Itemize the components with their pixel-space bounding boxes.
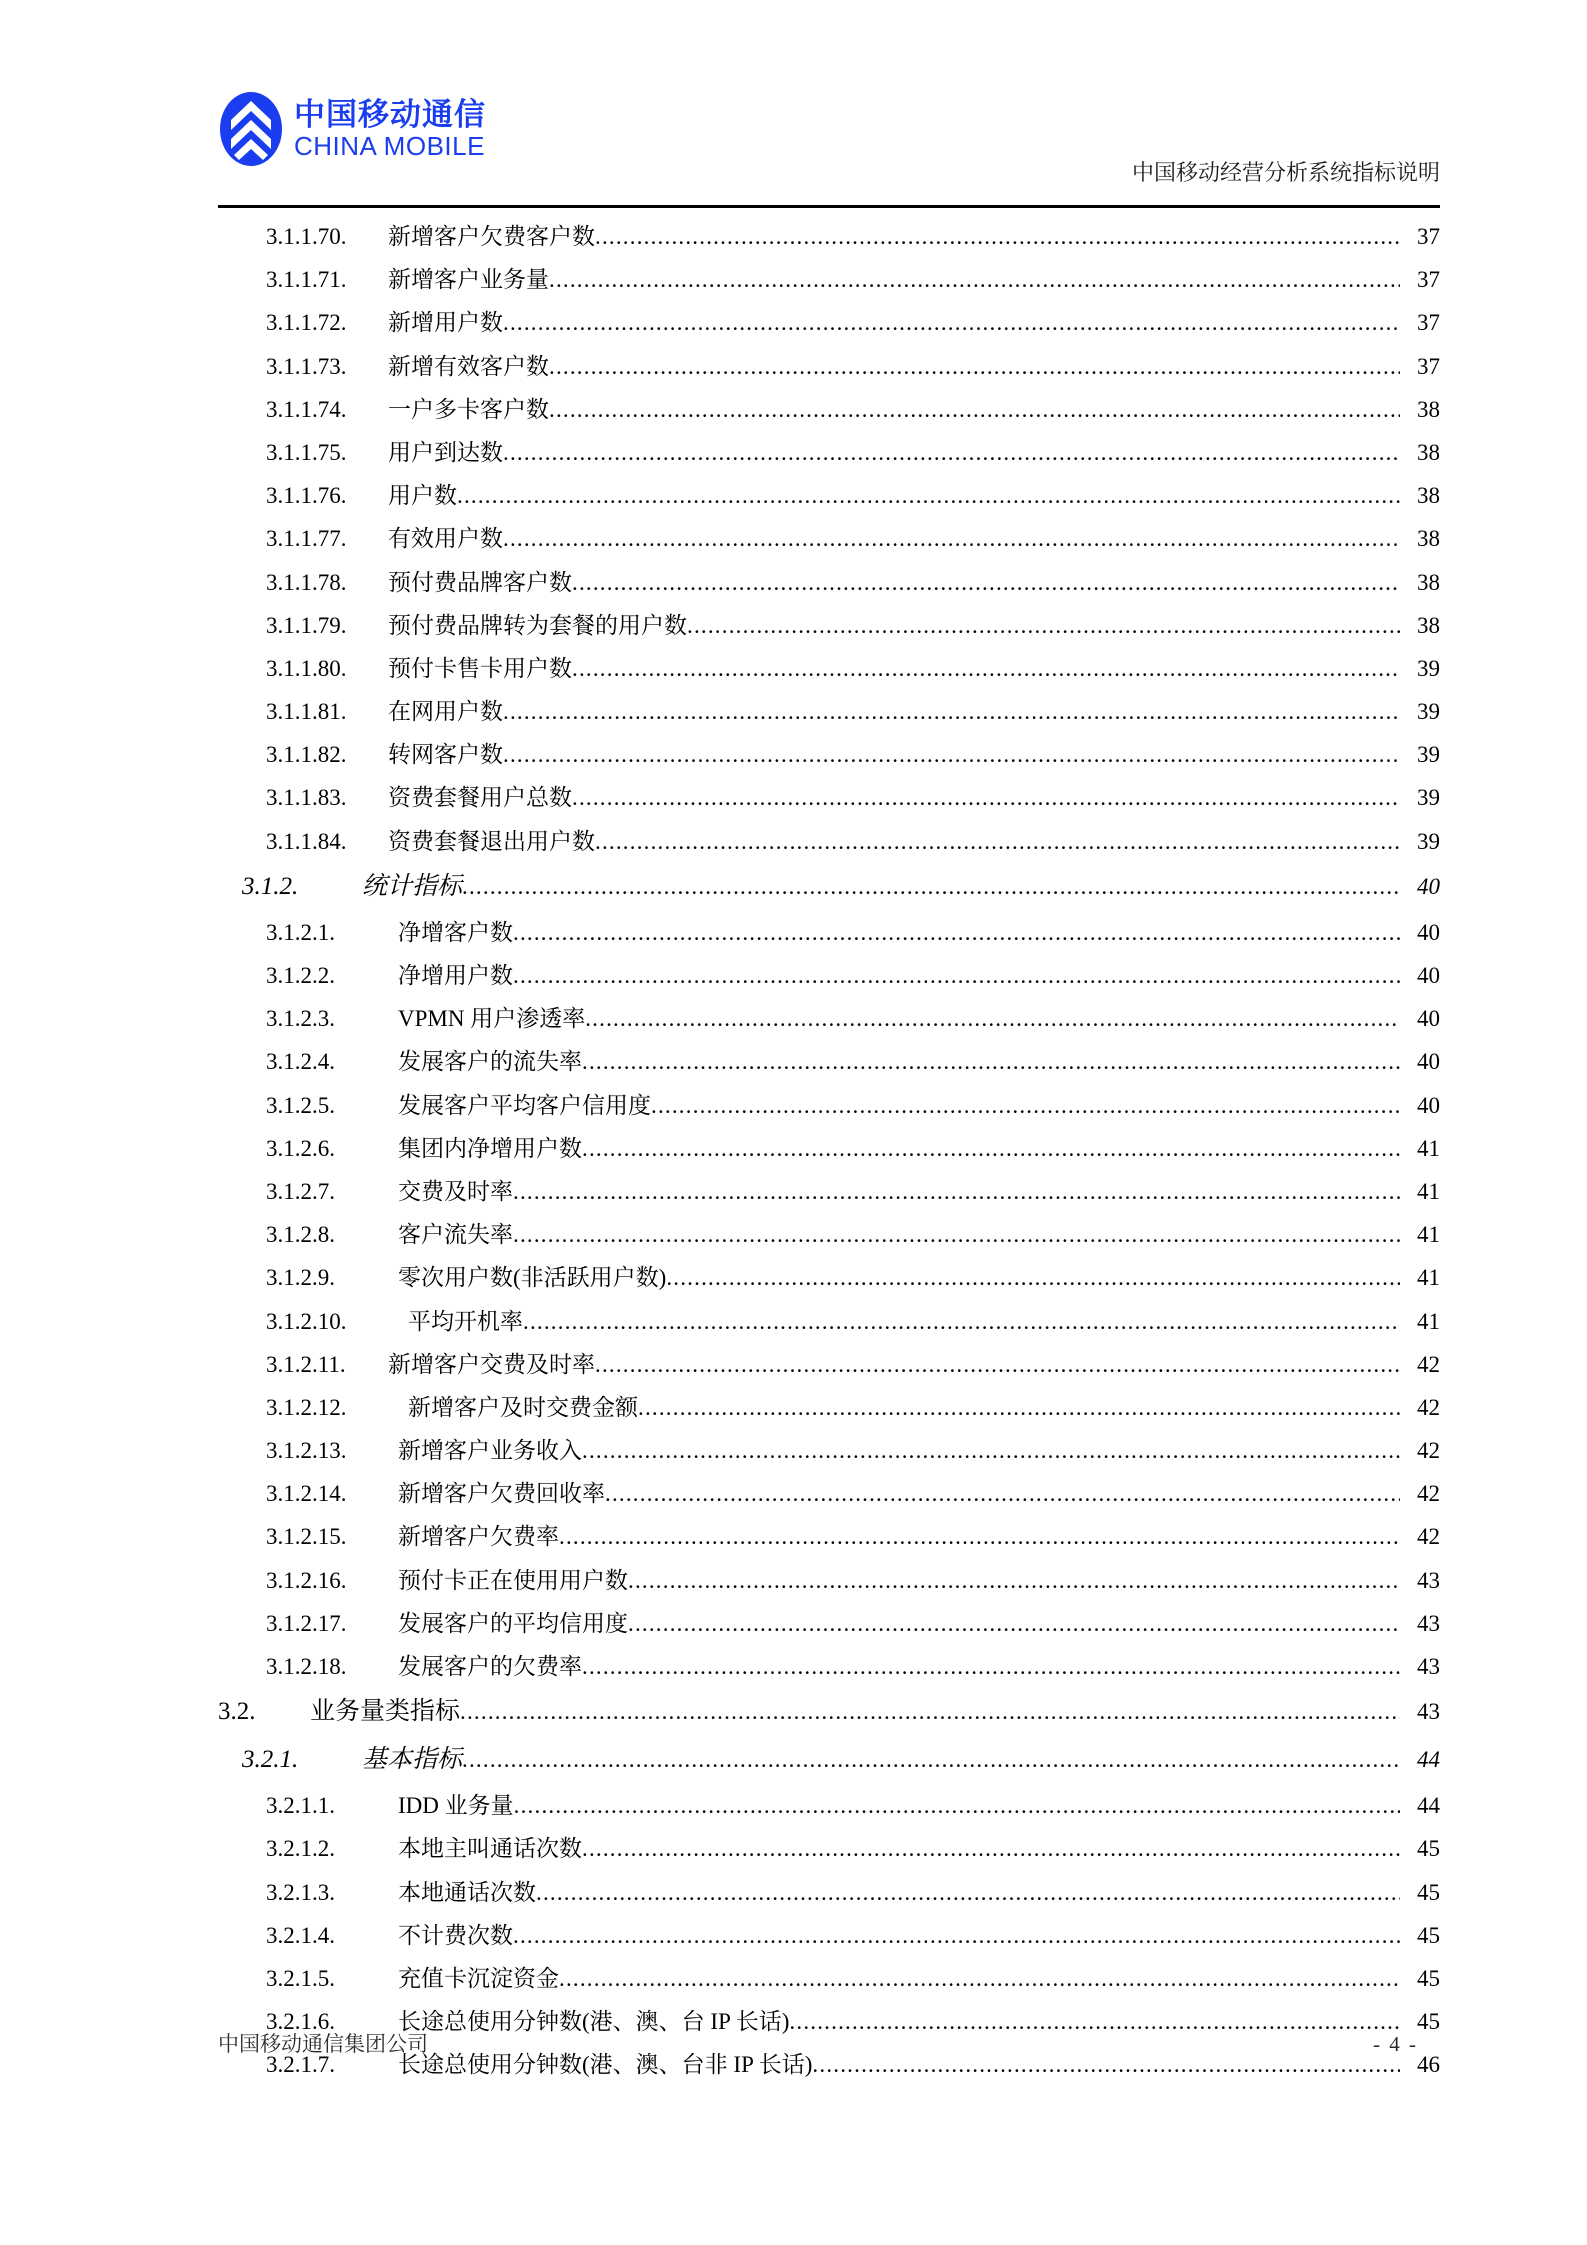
- toc-entry-number: 3.2.: [218, 1698, 256, 1726]
- toc-leader-dots: [513, 954, 1400, 997]
- toc-entry-number: 3.1.1.76.: [266, 483, 347, 509]
- table-of-contents: [218, 215, 1440, 2087]
- toc-entry-number: 3.1.2.5.: [266, 1092, 335, 1118]
- toc-entry-number: 3.1.1.75.: [266, 439, 347, 465]
- toc-leader-dots: [651, 1084, 1400, 1127]
- toc-entry[interactable]: [218, 1827, 1440, 1870]
- toc-entry-label: VPMN 用户渗透率: [398, 1006, 586, 1032]
- toc-entry[interactable]: [218, 561, 1440, 604]
- toc-entry-number: 3.2.1.: [242, 1746, 299, 1774]
- toc-entry[interactable]: [218, 863, 1440, 911]
- toc-entry-page-number: 40: [1417, 1092, 1440, 1118]
- toc-entry-label: 在网用户数: [388, 699, 503, 725]
- toc-entry[interactable]: [218, 1957, 1440, 2000]
- toc-entry-label: 新增客户及时交费金额: [408, 1394, 638, 1420]
- toc-leader-dots: [513, 1914, 1400, 1957]
- toc-entry[interactable]: [218, 1736, 1440, 1784]
- toc-entry-number: 3.2.1.7.: [266, 2052, 335, 2078]
- toc-entry[interactable]: [218, 1256, 1440, 1299]
- toc-leader-dots: [595, 820, 1400, 863]
- toc-entry-number: 3.1.1.78.: [266, 569, 347, 595]
- toc-leader-dots: [549, 388, 1400, 431]
- toc-entry-number: 3.1.2.1.: [266, 919, 335, 945]
- toc-entry-number: 3.1.1.82.: [266, 742, 347, 768]
- toc-leader-dots: [514, 1784, 1400, 1827]
- toc-leader-dots: [460, 1688, 1400, 1736]
- toc-leader-dots: [513, 911, 1400, 954]
- footer-company: 中国移动通信集团公司: [218, 2032, 428, 2056]
- toc-leader-dots: [523, 1300, 1400, 1343]
- toc-entry-page-number: 40: [1417, 873, 1440, 899]
- toc-entry-label: 新增用户数: [388, 310, 503, 336]
- toc-leader-dots: [605, 1472, 1400, 1515]
- toc-entry-number: 3.1.1.81.: [266, 699, 347, 725]
- toc-entry-number: 3.2.1.5.: [266, 1965, 335, 1991]
- toc-entry-page-number: 45: [1417, 1836, 1440, 1862]
- toc-entry[interactable]: [218, 1871, 1440, 1914]
- toc-entry[interactable]: [218, 258, 1440, 301]
- toc-entry-number: 3.1.2.6.: [266, 1135, 335, 1161]
- toc-entry-label: 集团内净增用户数: [398, 1135, 582, 1161]
- toc-entry-number: 3.1.1.74.: [266, 396, 347, 422]
- toc-leader-dots: [582, 1429, 1400, 1472]
- toc-entry[interactable]: [218, 997, 1440, 1040]
- toc-entry-number: 3.1.1.71.: [266, 267, 347, 293]
- toc-entry-number: 3.2.1.2.: [266, 1836, 335, 1862]
- toc-entry-number: 3.1.2.11.: [266, 1351, 346, 1377]
- toc-leader-dots: [687, 604, 1400, 647]
- toc-leader-dots: [582, 1040, 1400, 1083]
- toc-entry-number: 3.1.2.14.: [266, 1481, 347, 1507]
- toc-leader-dots: [513, 1213, 1400, 1256]
- toc-entry-label: 有效用户数: [388, 526, 503, 552]
- logo-text-chinese: 中国移动通信: [294, 97, 486, 133]
- toc-entry[interactable]: [218, 604, 1440, 647]
- toc-leader-dots: [549, 345, 1400, 388]
- toc-entry-number: 3.1.2.9.: [266, 1265, 335, 1291]
- toc-entry-number: 3.1.2.16.: [266, 1567, 347, 1593]
- toc-entry-page-number: 45: [1417, 1965, 1440, 1991]
- toc-entry-label: 统计指标: [362, 872, 463, 900]
- toc-entry-label: 用户到达数: [388, 439, 503, 465]
- toc-entry[interactable]: [218, 431, 1440, 474]
- toc-leader-dots: [582, 1645, 1400, 1688]
- toc-entry[interactable]: [218, 1645, 1440, 1688]
- toc-entry-label: 基本指标: [362, 1746, 463, 1774]
- toc-entry-number: 3.1.1.73.: [266, 353, 347, 379]
- toc-leader-dots: [638, 1386, 1400, 1429]
- toc-leader-dots: [628, 1559, 1400, 1602]
- toc-entry-page-number: 42: [1417, 1351, 1440, 1377]
- toc-entry-page-number: 41: [1417, 1222, 1440, 1248]
- toc-entry-page-number: 40: [1417, 1049, 1440, 1075]
- toc-entry-number: 3.1.1.83.: [266, 785, 347, 811]
- toc-entry[interactable]: [218, 776, 1440, 819]
- toc-entry-page-number: 46: [1417, 2052, 1440, 2078]
- toc-leader-dots: [666, 1256, 1400, 1299]
- toc-entry-page-number: 41: [1417, 1308, 1440, 1334]
- toc-entry-number: 3.1.2.17.: [266, 1610, 347, 1636]
- toc-entry-page-number: 42: [1417, 1481, 1440, 1507]
- toc-entry-label: 预付费品牌客户数: [388, 569, 572, 595]
- toc-leader-dots: [503, 431, 1400, 474]
- toc-leader-dots: [503, 517, 1400, 560]
- toc-entry-label: 新增客户业务量: [388, 267, 549, 293]
- toc-entry-label: 预付卡售卡用户数: [388, 655, 572, 681]
- toc-entry-number: 3.1.2.10.: [266, 1308, 347, 1334]
- toc-leader-dots: [595, 215, 1400, 258]
- toc-entry-number: 3.2.1.1.: [266, 1793, 335, 1819]
- toc-entry-page-number: 40: [1417, 963, 1440, 988]
- toc-entry-label: IDD 业务量: [398, 1793, 514, 1819]
- toc-entry-number: 3.2.1.3.: [266, 1879, 335, 1905]
- toc-entry-number: 3.1.2.15.: [266, 1524, 347, 1550]
- toc-entry-number: 3.2.1.6.: [266, 2009, 335, 2035]
- toc-entry-page-number: 43: [1417, 1610, 1440, 1636]
- toc-entry-page-number: 38: [1417, 569, 1440, 595]
- toc-entry-page-number: 38: [1417, 439, 1440, 465]
- toc-leader-dots: [585, 997, 1400, 1040]
- toc-entry-label: 业务量类指标: [310, 1698, 461, 1726]
- toc-entry-label: 发展客户的平均信用度: [398, 1610, 628, 1636]
- toc-entry-page-number: 41: [1417, 1265, 1440, 1291]
- toc-entry-number: 3.1.2.13.: [266, 1438, 347, 1464]
- toc-entry[interactable]: [218, 1559, 1440, 1602]
- toc-entry[interactable]: [218, 1515, 1440, 1558]
- toc-entry-number: 3.1.1.70.: [266, 224, 347, 249]
- toc-entry-page-number: 43: [1417, 1699, 1440, 1725]
- toc-entry-page-number: 38: [1417, 396, 1440, 422]
- toc-entry-label: 预付费品牌转为套餐的用户数: [388, 612, 687, 638]
- toc-entry-page-number: 39: [1417, 785, 1440, 811]
- toc-entry-page-number: 45: [1417, 2009, 1440, 2035]
- toc-entry[interactable]: [218, 954, 1440, 997]
- toc-leader-dots: [549, 258, 1400, 301]
- toc-entry-label: 发展客户的欠费率: [398, 1654, 582, 1679]
- header-title: 中国移动经营分析系统指标说明: [1131, 160, 1440, 185]
- toc-entry[interactable]: [218, 733, 1440, 776]
- toc-entry-label: 长途总使用分钟数(港、澳、台 IP 长话): [398, 2009, 790, 2035]
- toc-entry-page-number: 42: [1417, 1524, 1440, 1550]
- toc-entry[interactable]: [218, 1602, 1440, 1645]
- toc-entry-label: 新增客户欠费率: [398, 1524, 559, 1550]
- toc-entry[interactable]: [218, 345, 1440, 388]
- toc-entry[interactable]: [218, 1084, 1440, 1127]
- toc-leader-dots: [503, 733, 1400, 776]
- toc-entry-number: 3.1.2.7.: [266, 1178, 335, 1204]
- toc-entry[interactable]: [218, 1688, 1440, 1736]
- toc-entry-number: 3.1.1.79.: [266, 612, 347, 638]
- toc-entry-label: 不计费次数: [398, 1922, 513, 1948]
- toc-entry-number: 3.1.1.84.: [266, 828, 347, 854]
- toc-leader-dots: [559, 1515, 1400, 1558]
- toc-entry-label: 本地主叫通话次数: [398, 1836, 582, 1862]
- toc-entry[interactable]: [218, 474, 1440, 517]
- toc-entry-label: 新增有效客户数: [388, 353, 549, 379]
- toc-entry-page-number: 39: [1417, 655, 1440, 681]
- toc-entry-page-number: 44: [1417, 1747, 1440, 1773]
- china-mobile-logo-icon: [218, 90, 284, 168]
- toc-leader-dots: [572, 647, 1400, 690]
- toc-entry[interactable]: [218, 517, 1440, 560]
- toc-entry-number: 3.1.2.18.: [266, 1654, 347, 1679]
- toc-entry-number: 3.1.2.12.: [266, 1394, 347, 1420]
- toc-entry-page-number: 39: [1417, 742, 1440, 768]
- toc-entry-label: 长途总使用分钟数(港、澳、台非 IP 长话): [398, 2052, 813, 2078]
- toc-entry-label: 发展客户平均客户信用度: [398, 1092, 651, 1118]
- toc-entry[interactable]: [218, 1914, 1440, 1957]
- toc-entry-number: 3.1.2.3.: [266, 1006, 335, 1032]
- toc-entry-page-number: 42: [1417, 1438, 1440, 1464]
- toc-entry-number: 3.1.2.: [242, 872, 299, 900]
- toc-entry[interactable]: [218, 911, 1440, 954]
- toc-leader-dots: [582, 1127, 1400, 1170]
- toc-entry-label: 发展客户的流失率: [398, 1049, 582, 1075]
- china-mobile-logo: [218, 90, 486, 168]
- toc-entry[interactable]: [218, 1472, 1440, 1515]
- toc-leader-dots: [503, 690, 1400, 733]
- toc-entry-label: 本地通话次数: [398, 1879, 536, 1905]
- toc-entry[interactable]: [218, 690, 1440, 733]
- toc-entry-label: 净增用户数: [398, 963, 513, 988]
- toc-entry[interactable]: [218, 1300, 1440, 1343]
- toc-entry-page-number: 38: [1417, 526, 1440, 552]
- toc-entry-number: 3.1.1.77.: [266, 526, 347, 552]
- toc-leader-dots: [595, 1343, 1400, 1386]
- toc-entry-label: 零次用户数(非活跃用户数): [398, 1265, 667, 1291]
- toc-entry-number: 3.1.2.4.: [266, 1049, 335, 1075]
- toc-entry-number: 3.1.2.2.: [266, 963, 335, 988]
- toc-entry[interactable]: [218, 388, 1440, 431]
- toc-leader-dots: [536, 1871, 1400, 1914]
- toc-entry-label: 一户多卡客户数: [388, 396, 549, 422]
- toc-leader-dots: [572, 776, 1400, 819]
- toc-entry[interactable]: [218, 301, 1440, 344]
- toc-entry[interactable]: [218, 1213, 1440, 1256]
- toc-entry-page-number: 45: [1417, 1879, 1440, 1905]
- toc-entry-number: 3.2.1.4.: [266, 1922, 335, 1948]
- toc-entry[interactable]: [218, 1127, 1440, 1170]
- toc-entry[interactable]: [218, 1429, 1440, 1472]
- toc-entry-page-number: 37: [1417, 310, 1440, 336]
- toc-entry-page-number: 39: [1417, 699, 1440, 725]
- toc-leader-dots: [559, 1957, 1400, 2000]
- toc-entry-number: 3.1.1.72.: [266, 310, 347, 336]
- toc-entry[interactable]: [218, 1386, 1440, 1429]
- toc-entry[interactable]: [218, 647, 1440, 690]
- logo-text-english: CHINA MOBILE: [294, 131, 485, 161]
- toc-entry[interactable]: [218, 1040, 1440, 1083]
- toc-entry-label: 新增客户欠费回收率: [398, 1481, 605, 1507]
- toc-entry-page-number: 45: [1417, 1922, 1440, 1948]
- toc-entry-page-number: 43: [1417, 1567, 1440, 1593]
- toc-entry-page-number: 44: [1417, 1793, 1440, 1819]
- toc-leader-dots: [628, 1602, 1400, 1645]
- toc-entry[interactable]: [218, 1170, 1440, 1213]
- toc-entry[interactable]: [218, 1784, 1440, 1827]
- toc-entry[interactable]: [218, 1343, 1440, 1386]
- toc-entry-label: 新增客户交费及时率: [388, 1351, 595, 1377]
- toc-entry-label: 平均开机率: [408, 1308, 523, 1334]
- toc-entry-page-number: 42: [1417, 1394, 1440, 1420]
- page-footer: [218, 2028, 1440, 2058]
- toc-entry-label: 资费套餐用户总数: [388, 785, 572, 811]
- toc-entry-label: 交费及时率: [398, 1178, 513, 1204]
- toc-leader-dots: [462, 1736, 1400, 1784]
- toc-leader-dots: [503, 301, 1400, 344]
- toc-entry-label: 预付卡正在使用用户数: [398, 1567, 628, 1593]
- toc-leader-dots: [582, 1827, 1400, 1870]
- toc-entry-label: 用户数: [388, 483, 457, 509]
- toc-entry[interactable]: [218, 820, 1440, 863]
- toc-leader-dots: [457, 474, 1400, 517]
- header-divider: [218, 205, 1440, 208]
- toc-entry-label: 充值卡沉淀资金: [398, 1965, 559, 1991]
- toc-entry-page-number: 39: [1417, 828, 1440, 854]
- toc-leader-dots: [513, 1170, 1400, 1213]
- toc-entry-page-number: 37: [1417, 224, 1440, 249]
- toc-entry-page-number: 37: [1417, 353, 1440, 379]
- page-header: [218, 72, 1440, 194]
- toc-entry-label: 新增客户业务收入: [398, 1438, 582, 1464]
- toc-entry-page-number: 40: [1417, 1006, 1440, 1032]
- toc-entry-page-number: 40: [1417, 919, 1440, 945]
- footer-page-number: - 4 -: [1373, 2032, 1418, 2056]
- toc-entry-number: 3.1.1.80.: [266, 655, 347, 681]
- toc-entry-label: 资费套餐退出用户数: [388, 828, 595, 854]
- toc-entry-page-number: 41: [1417, 1178, 1440, 1204]
- toc-entry-page-number: 43: [1417, 1654, 1440, 1679]
- toc-entry-page-number: 38: [1417, 483, 1440, 509]
- toc-entry-label: 净增客户数: [398, 919, 513, 945]
- toc-entry-label: 转网客户数: [388, 742, 503, 768]
- toc-entry-label: 客户流失率: [398, 1222, 513, 1248]
- toc-entry-page-number: 37: [1417, 267, 1440, 293]
- toc-leader-dots: [462, 863, 1400, 911]
- toc-entry-label: 新增客户欠费客户数: [388, 224, 595, 249]
- toc-leader-dots: [572, 561, 1400, 604]
- toc-entry-page-number: 41: [1417, 1135, 1440, 1161]
- toc-entry[interactable]: [218, 215, 1440, 258]
- toc-entry-number: 3.1.2.8.: [266, 1222, 335, 1248]
- toc-entry-page-number: 38: [1417, 612, 1440, 638]
